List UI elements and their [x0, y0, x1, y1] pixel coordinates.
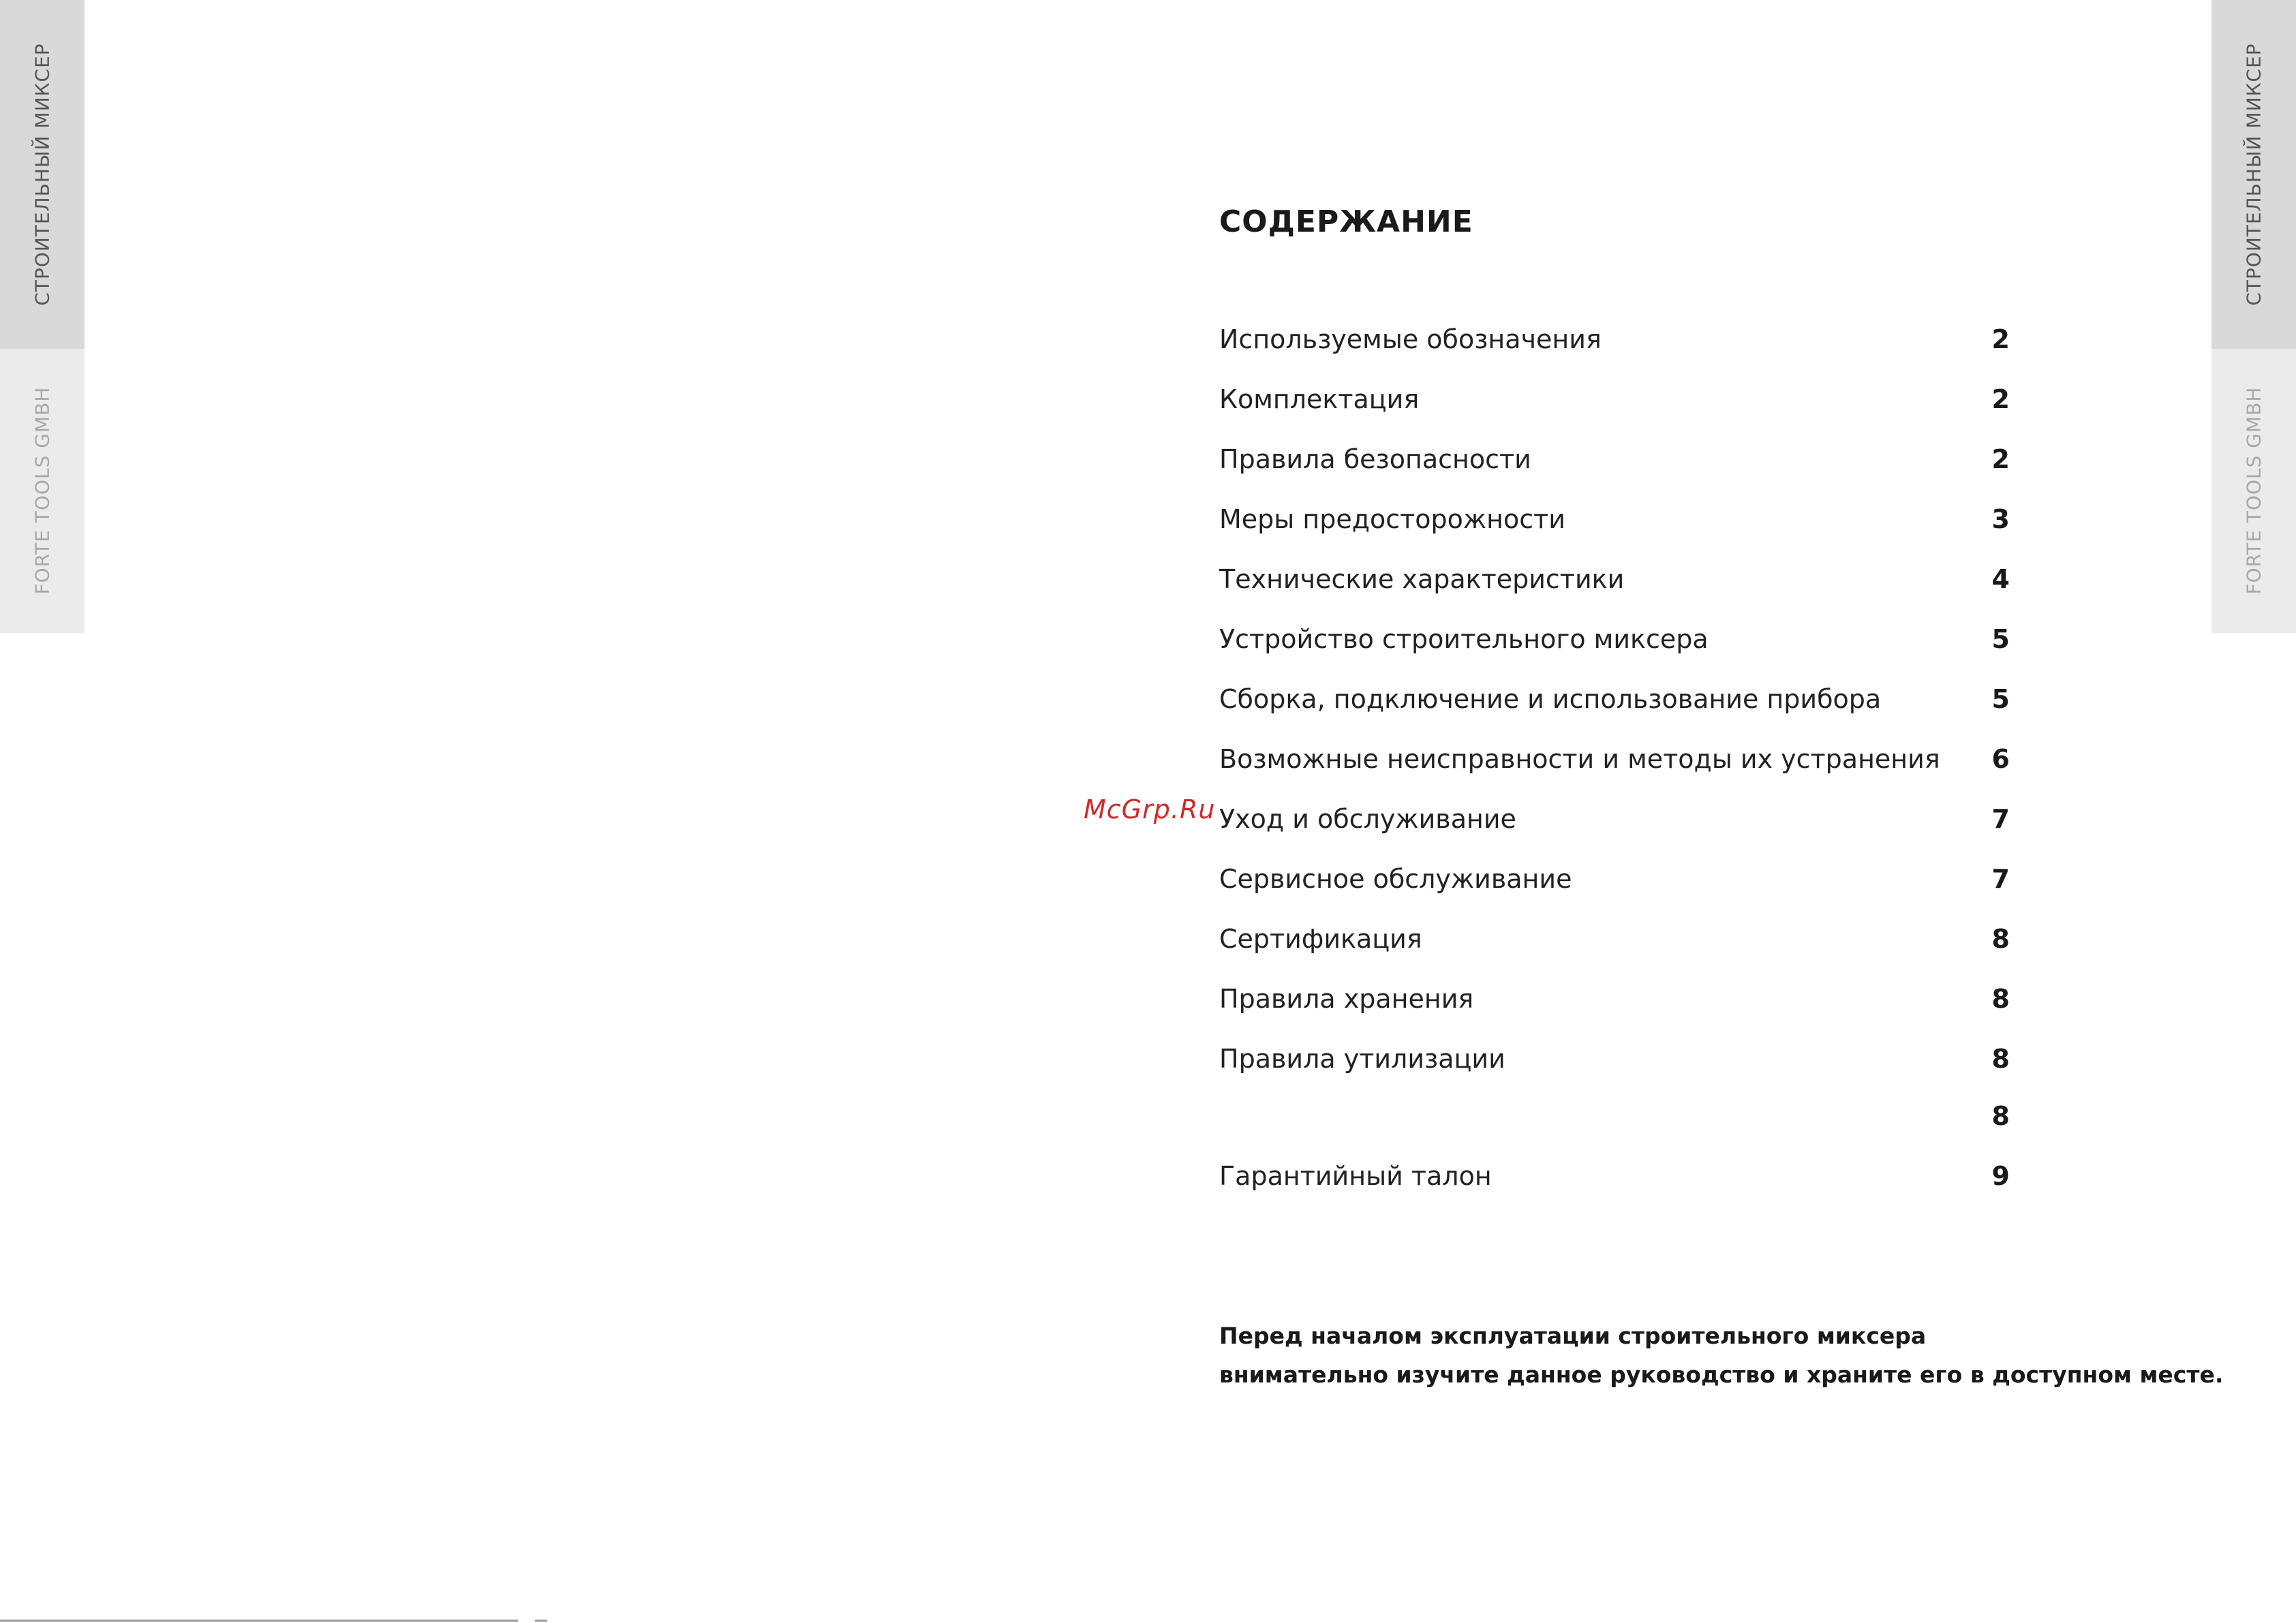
toc-item-page: 5: [1991, 624, 2010, 654]
toc-item-label: Правила хранения: [1219, 984, 1474, 1014]
toc-item[interactable]: [1219, 1161, 2010, 1202]
toc-item[interactable]: [1219, 564, 2010, 605]
toc-item-label: Сервисное обслуживание: [1219, 864, 1572, 894]
toc-item[interactable]: [1219, 1101, 2010, 1142]
toc-item-page: 3: [1991, 504, 2010, 534]
toc-item[interactable]: [1219, 324, 2010, 365]
toc-item[interactable]: [1219, 624, 2010, 665]
toc-item-page: 7: [1991, 864, 2010, 894]
toc-item-page: 8: [1991, 1101, 2010, 1131]
toc-item[interactable]: [1219, 744, 2010, 785]
toc-item[interactable]: [1219, 804, 2010, 845]
page-title: СОДЕРЖАНИЕ: [1219, 204, 1473, 239]
toc-item-page: 2: [1991, 324, 2010, 354]
toc-item-page: 8: [1991, 924, 2010, 954]
toc-item-label: Меры предосторожности: [1219, 504, 1565, 534]
right-tab-product: [2211, 0, 2296, 349]
right-tab-brand: [2211, 349, 2296, 633]
toc-item[interactable]: [1219, 504, 2010, 545]
toc-item-page: 9: [1991, 1161, 2010, 1191]
toc-item-page: 2: [1991, 444, 2010, 474]
toc-item[interactable]: [1219, 1044, 2010, 1085]
toc-item-label: Сертификация: [1219, 924, 1422, 954]
toc-item-label: Возможные неисправности и методы их устранения: [1219, 744, 1940, 774]
right-tab-brand-text: FORTE TOOLS GMBH: [2242, 386, 2265, 595]
toc-item-label: Используемые обозначения: [1219, 324, 1602, 354]
toc-item-label: Сборка, подключение и использование прибора: [1219, 684, 1882, 714]
instruction-note: [1219, 1316, 2223, 1394]
toc-item[interactable]: [1219, 864, 2010, 905]
right-tab-product-text: СТРОИТЕЛЬНЫЙ МИКСЕР: [2242, 43, 2265, 306]
left-tab-product-text: СТРОИТЕЛЬНЫЙ МИКСЕР: [31, 43, 54, 306]
toc-item-label: Правила безопасности: [1219, 444, 1531, 474]
watermark: McGrp.Ru: [1084, 794, 1216, 824]
left-tab-brand: [0, 349, 85, 633]
toc-item-page: 6: [1991, 744, 2010, 774]
toc-item-page: 5: [1991, 684, 2010, 714]
toc-item-label: Уход и обслуживание: [1219, 804, 1516, 834]
toc-item-page: 8: [1991, 984, 2010, 1014]
toc-item[interactable]: [1219, 684, 2010, 725]
footer-dash: [535, 1620, 547, 1622]
left-tab-product: [0, 0, 85, 349]
footer-rule: [0, 1620, 518, 1622]
left-tab-brand-text: FORTE TOOLS GMBH: [31, 386, 54, 595]
toc-item-page: 8: [1991, 1044, 2010, 1074]
toc-item-label: Правила утилизации: [1219, 1044, 1505, 1074]
toc-item[interactable]: [1219, 924, 2010, 965]
toc-item-label: Технические характеристики: [1219, 564, 1625, 594]
toc-item[interactable]: [1219, 984, 2010, 1025]
note-line-2: внимательно изучите данное руководство и храните его в доступном месте.: [1219, 1361, 2224, 1388]
toc-item[interactable]: [1219, 384, 2010, 425]
toc-item-label: Гарантийный талон: [1219, 1161, 1492, 1191]
toc-item-page: 7: [1991, 804, 2010, 834]
toc-item[interactable]: [1219, 444, 2010, 485]
toc-item-label: Комплектация: [1219, 384, 1420, 414]
toc-item-page: 2: [1991, 384, 2010, 414]
note-line-1: Перед началом эксплуатации строительного миксера: [1219, 1323, 1927, 1349]
toc-item-label: Устройство строительного миксера: [1219, 624, 1709, 654]
toc-item-page: 4: [1991, 564, 2010, 594]
